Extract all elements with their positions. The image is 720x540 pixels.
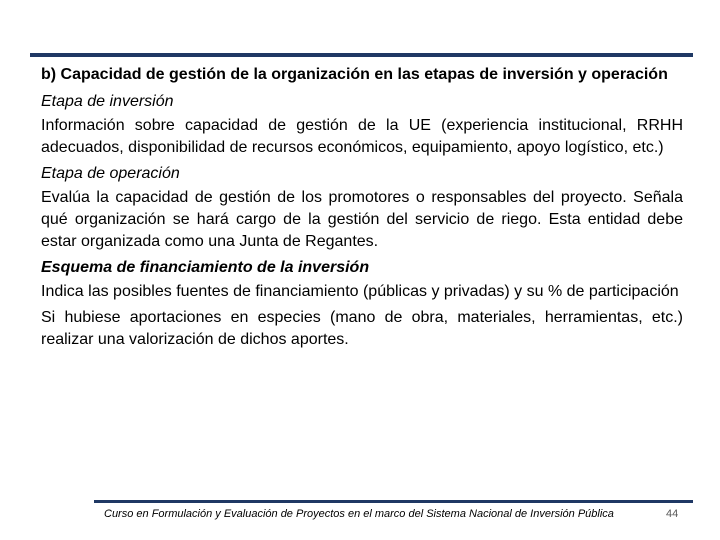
- page-number: 44: [666, 508, 679, 520]
- footer-divider: [94, 500, 693, 503]
- section-title-investment: Etapa de inversión: [41, 93, 174, 110]
- footer-course-title: Curso en Formulación y Evaluación de Proyectos en el marco del Sistema Nacional de Inversión Pública: [104, 508, 614, 520]
- top-divider: [30, 53, 693, 57]
- slide-heading: b) Capacidad de gestión de la organización en las etapas de inversión y operación: [41, 66, 668, 83]
- slide-content: [41, 64, 683, 355]
- section-paragraph-operation: Evalúa la capacidad de gestión de los promotores o responsables del proyecto. Señala qué organización se hará cargo de la gestión del servicio de riego. Esta entidad debe estar organizada como una Junta de Regantes.: [41, 189, 683, 250]
- section-title-operation: Etapa de operación: [41, 165, 180, 182]
- section-paragraph-financing-in-kind: Si hubiese aportaciones en especies (mano de obra, materiales, herramientas, etc.) realizar una valorización de dichos aportes.: [41, 309, 683, 348]
- section-paragraph-investment: Información sobre capacidad de gestión de la UE (experiencia institucional, RRHH adecuados, disponibilidad de recursos económicos, equipamiento, apoyo logístico, etc.): [41, 117, 683, 156]
- section-paragraph-financing-sources: Indica las posibles fuentes de financiamiento (públicas y privadas) y su % de participación: [41, 283, 679, 300]
- section-title-financing: Esquema de financiamiento de la inversión: [41, 259, 370, 276]
